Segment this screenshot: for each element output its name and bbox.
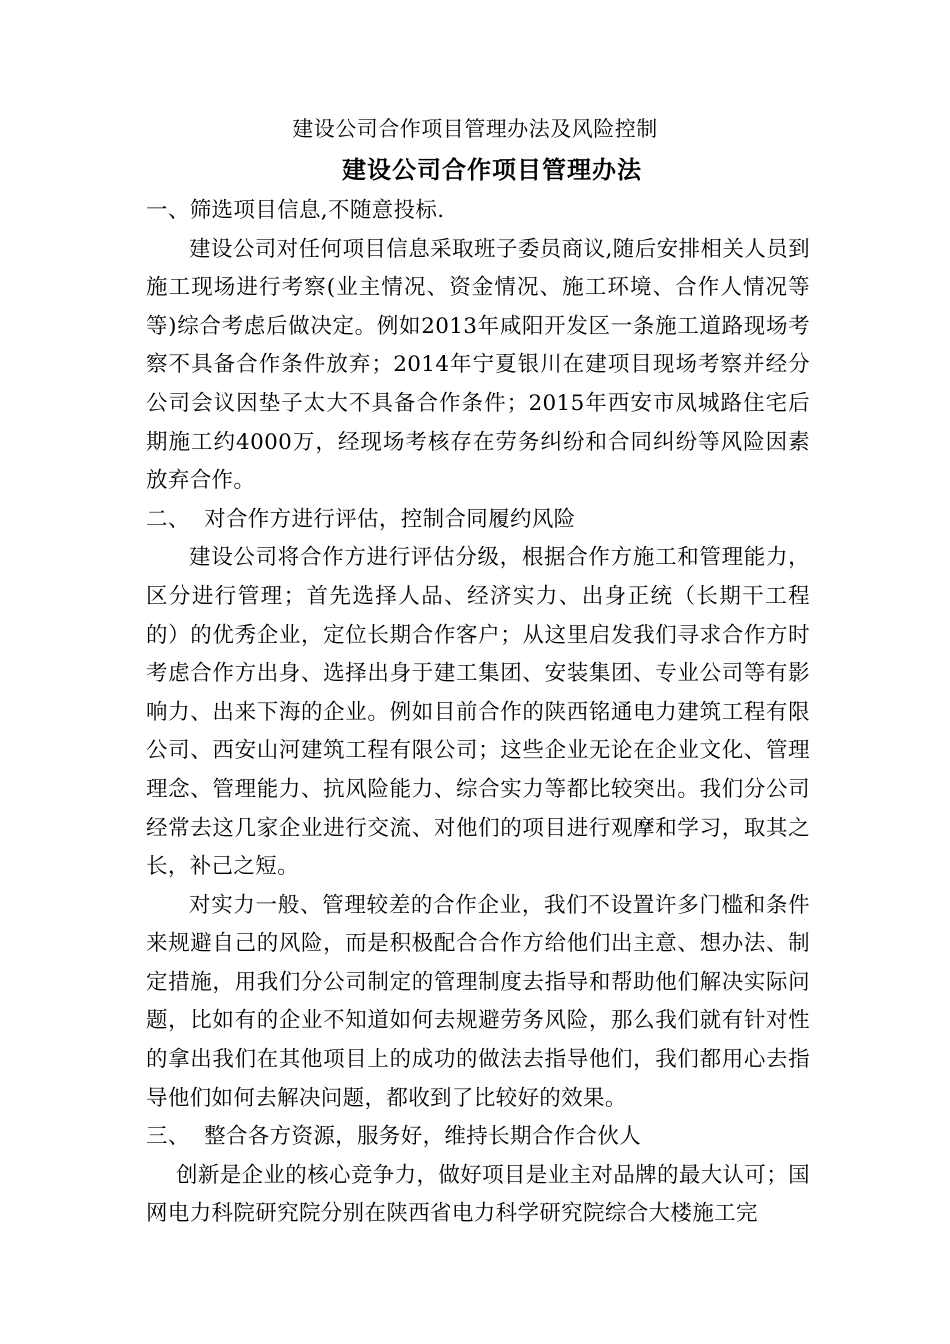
section-3-paragraph-1: 创新是企业的核心竞争力，做好项目是业主对品牌的最大认可；国网电力科院研究院分别在陕西省电力科学研究院综合大楼施工完 bbox=[146, 1162, 810, 1227]
section-heading-1: 一、筛选项目信息,不随意投标. bbox=[146, 198, 445, 223]
section-heading-2: 二、 对合作方进行评估，控制合同履约风险 bbox=[146, 506, 576, 532]
document-title: 建设公司合作项目管理办法及风险控制 bbox=[292, 117, 658, 141]
section-2-paragraph-1: 建设公司将合作方进行评估分级，根据合作方施工和管理能力，区分进行管理；首先选择人品、经济实力、出身正统（长期干工程的）的优秀企业，定位长期合作客户；从这里启发我们寻求合作方时考虑合作方出身、选择出身于建工集团、安装集团、专业公司等有影响力、出来下海的企业。例如目前合作的陕西铭通电力建筑工程有限公司、西安山河建筑工程有限公司；这些企业无论在企业文化、管理理念、管理能力、抗风险能力、综合实力等都比较突出。我们分公司经常去这几家企业进行交流、对他们的项目进行观摩和学习，取其之长，补己之短。 bbox=[146, 545, 810, 880]
document-body bbox=[146, 192, 810, 1234]
section-1-paragraph-1: 建设公司对任何项目信息采取班子委员商议,随后安排相关人员到施工现场进行考察(业主情况、资金情况、施工环境、合作人情况等等)综合考虑后做决定。例如2013年咸阳开发区一条施工道路现场考察不具备合作条件放弃；2014年宁夏银川在建项目现场考察并经分公司会议因垫子太大不具备合作条件；2015年西安市凤城路住宅后期施工约4000万，经现场考核存在劳务纠纷和合同纠纷等风险因素放弃合作。 bbox=[146, 236, 810, 494]
document-heading: 建设公司合作项目管理办法 bbox=[342, 155, 642, 184]
section-2-paragraph-2: 对实力一般、管理较差的合作企业，我们不设置许多门槛和条件来规避自己的风险，而是积极配合合作方给他们出主意、想办法、制定措施，用我们分公司制定的管理制度去指导和帮助他们解决实际问题，比如有的企业不知道如何去规避劳务风险，那么我们就有针对性的拿出我们在其他项目上的成功的做法去指导他们，我们都用心去指导他们如何去解决问题，都收到了比较好的效果。 bbox=[146, 892, 810, 1111]
section-heading-3: 三、 整合各方资源，服务好，维持长期合作合伙人 bbox=[146, 1124, 642, 1150]
